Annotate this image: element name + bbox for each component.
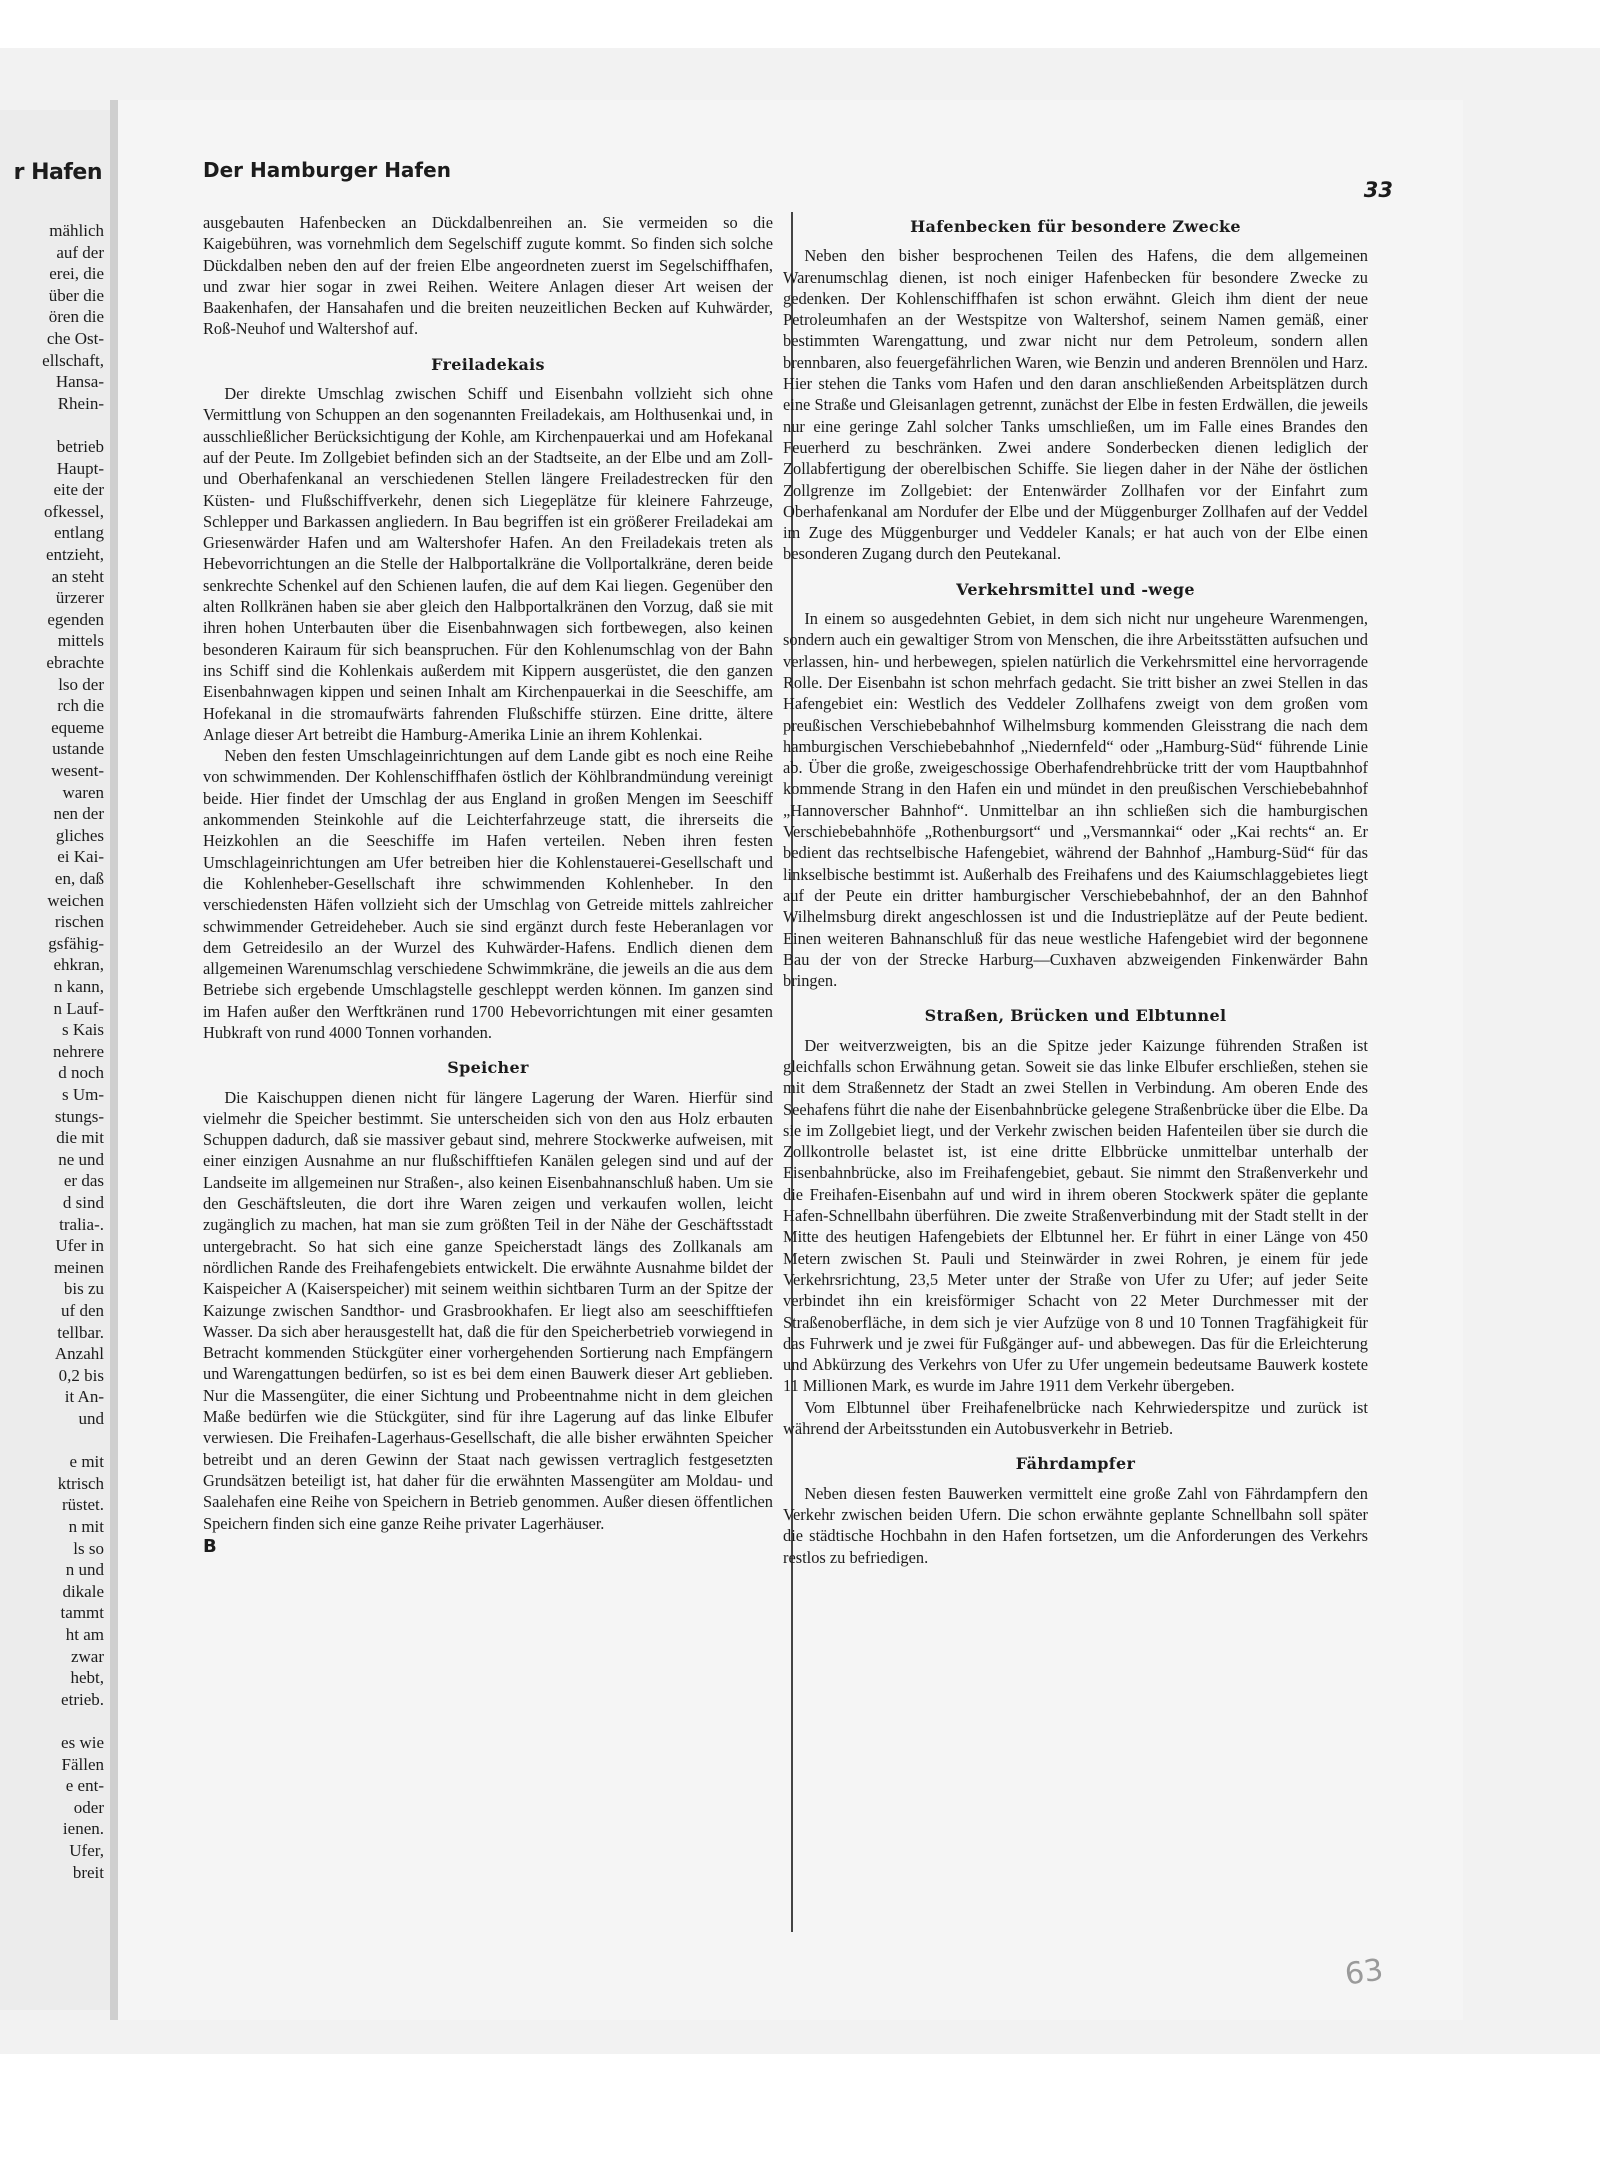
adjacent-line: Rhein- (57, 393, 104, 413)
paragraph: Neben den bisher besprochenen Teilen des Hafens, die dem allgemeinen Warenumschlag dienen, ist noch einiger Hafenbecken für besondere Zwecke zu gedenken. Der Kohlenschiffhafen ist schon erwähnt. Gleich ihm dient der neue Petroleumhafen an der Westspitze von Waltershof, seinem Namen gemäß, einer bestimmten Warengattung, und zwar nicht nur dem Petroleum, sondern allen brennbaren, also feuergefährlichen Waren, wie Benzin und anderen Brennölen und Harz. Hier stehen die Tanks vom Hafen und den daran anschließenden Arbeitsplätzen durch eine Straße und Gleisanlagen getrennt, zunächst der Elbe in festen Erdwällen, die jeweils nur eine geringe Zahl solcher Tanks umschließen, um im Falle eines Brandes den Feuerherd zu beschränken. Zwei andere Sonderbecken dienen lediglich der Zollabfertigung der oberelbischen Schiffe. Sie liegen daher in der Nähe der östlichen Zollgrenze im Zollgebiet: der Entenwärder Zollhafen vor der Einfahrt zum Oberhafenkanal am Nordufer der Elbe und der Müggenburger Zollhafen auf der Veddel im Zuge des Müggenburger und Veddeler Kanals; er hat auch von der Elbe einen besonderen Zugang durch den Peutekanal. (783, 246, 1368, 564)
adjacent-line: mählich (49, 221, 104, 240)
adjacent-line: an steht (51, 566, 104, 586)
adjacent-line: ienen. (62, 1819, 104, 1839)
paragraph: Neben diesen festen Bauwerken vermittelt eine große Zahl von Fährdampfern den Verkehr zwischen beiden Ufern. Die schon erwähnte geplante Schnellbahn soll später die städtische Hochbahn in den Hafen fortsetzen, um die Anforderungen des Verkehrs restlos zu befriedigen. (783, 1483, 1368, 1567)
adjacent-line: stungs- (54, 1106, 104, 1126)
signature-mark: B (203, 1535, 217, 1557)
adjacent-line: rischen (54, 912, 104, 932)
document-page (118, 100, 1463, 2020)
adjacent-line: er das (63, 1171, 104, 1191)
adjacent-line: n Lauf- (53, 998, 104, 1018)
adjacent-line: mittels (57, 631, 104, 651)
adjacent-line: uf den (61, 1301, 104, 1320)
paragraph: Der direkte Umschlag zwischen Schiff und Eisenbahn vollzieht sich ohne Vermittlung von Schuppen an den sogenannten Freiladekais, am Holthusenkai und, in ausschließlicher Berücksichtigung der Kohle, am Kirchenpauerkai und am Hofekanal auf der Peute. Im Zollgebiet befinden sich an der Stadtseite, an der Elbe und am Zoll- und Oberhafenkanal an verschiedenen Stellen längere Freiladestrecken für den Küsten- und Flußschiffverkehr, denen sich Liegeplätze für kleinere Fahrzeuge, Schlepper und Barkassen angliedern. In Bau begriffen ist ein größerer Freiladekai am Griesenwärder Hafen und am Waltershofer Hafen. An den Freiladekais treten als Hebevorrichtungen an die Stelle der Halbportalkräne die Vollportalkräne, deren beide senkrechte Schenkel auf den Schienen laufen, die auf dem Kai liegen. Gegenüber den alten Rollkränen haben sie aber gleich den Halbportalkränen den Vorzug, daß sie mit ihren hohen Unterbauten über die Eisenbahnwagen sich fortbewegen, also keinen besonderen Kairaum für sich beanspruchen. Für den Kohlenumschlag von der Bahn ins Schiff sind die Kohlenkais außerdem mit Kippern ausgerüstet, die den ganzen Eisenbahnwagen kippen und seinen Inhalt am Kirchenpauerkai in die Seeschiffe, am Hofekanal in die stromaufwärts fahrenden Flußschiffe stürzen. Eine dritte, ältere Anlage dieser Art betreibt die Hamburg-Amerika Linie an ihrem Kohlenkai. (203, 384, 773, 744)
adjacent-line: ören die (48, 307, 104, 327)
adjacent-line: rch die (57, 696, 104, 716)
adjacent-line: wesent- (51, 761, 104, 780)
adjacent-line: ehkran, (53, 955, 104, 975)
adjacent-line: ht am (65, 1625, 104, 1644)
adjacent-line: eite der (53, 480, 104, 500)
adjacent-line: Ufer, (69, 1841, 104, 1860)
adjacent-line: waren (62, 782, 104, 802)
adjacent-line: 0,2 bis (58, 1365, 104, 1385)
adjacent-line: lso der (58, 674, 104, 694)
adjacent-line: s Kais (61, 1020, 104, 1040)
paragraph: In einem so ausgedehnten Gebiet, in dem sich nicht nur ungeheure Warenmengen, sondern auch ein gewaltiger Strom von Menschen, die ihre Arbeitsstätten aufsuchen und verlassen, hin- und herbewegen, spielen natürlich die Verkehrsmittel eine hervorragende Rolle. Der Eisenbahn ist schon mehrfach gedacht. Sie tritt bisher an zwei Stellen in das Hafengebiet ein: Westlich des Veddeler Zollhafens zweigt von dem großen vom preußischen Verschiebebahnhof Wilhelmsburg kommenden Gleisstrang die nach dem hamburgischen Verschiebebahnhof „Niedernfeld“ oder „Hamburg-Süd“ führende Linie ab. Über die große, zweigeschossige Oberhafendrehbrücke tritt der vom Hauptbahnhof kommende Strang in den Hafen ein und mündet in den preußischen Verschiebebahnhof „Hannoverscher Bahnhof“. Unmittelbar an ihn schließen sich die hamburgischen Verschiebebahnhöfe „Rothenburgsort“ und „Versmannkai“ oder „Kai rechts“ an. Er bedient das rechtselbische Hafengebiet, während der Bahnhof „Hamburg-Süd“ für das linkselbische bestimmt ist. Außerhalb des Freihafens und des Kaiumschlaggebietes liegt auf der Peute ein dritter hamburgischer Verschiebebahnhof, der an den Bahnhof Wilhelmsburg direkt angeschlossen ist und die Industrieplätze auf der Peute bedient. Einen weiteren Bahnanschluß für das neue westliche Hafengebiet wird der begonnene Bau der von der Strecke Harburg—Cuxhaven abzweigenden Finkenwärder Bahn bringen. (783, 609, 1368, 991)
adjacent-line: n mit (68, 1517, 104, 1536)
adjacent-line: d noch (58, 1063, 104, 1083)
adjacent-line: über die (48, 285, 104, 305)
adjacent-line: gliches (55, 825, 104, 845)
paragraph: Der weitverzweigten, bis an die Spitze jeder Kaizunge führenden Straßen ist gleichfalls schon Erwähnung getan. Soweit sie das linke Elbufer erschließen, stehen sie mit dem Straßennetz der Stadt an zwei Stellen in Verbindung. Am oberen Ende des Seehafens führt die nahe der Eisenbahnbrücke gelegene Straßenbrücke über die Elbe. Da sie im Zollgebiet liegt, und der Verkehr zwischen beiden Hafenteilen über sie durch die Zollkontrolle belastet ist, ist eine dritte Elbbrücke unmittelbar unterhalb der Eisenbahnbrücke, also im Freihafengebiet, gebaut. Sie nimmt den Straßenverkehr und die Freihafen-Eisenbahn auf und wird in ihrem oberen Stockwerk später die geplante Hafen-Schnellbahn überführen. Die zweite Straßenverbindung mit der Stadt stellt in der Mitte des heutigen Hafengebiets der Elbtunnel her. Er führt in einer Länge von 450 Metern zwischen St. Pauli und Steinwärder in zwei Rohren, je einem für jede Verkehrsrichtung, 23,5 Meter unter der Straße von Ufer zu Ufer; auf jeder Seite verbindet ihn ein kreisförmiger Schacht von 22 Meter Durchmesser mit der Straßenoberfläche, in dem sich je vier Aufzüge von 8 und 10 Tonnen Tragfähigkeit für das Fuhrwerk und je zwei für Fußgänger auf- und abbewegen. Das für die Erleichterung und Abkürzung des Verkehrs von Ufer zu Ufer ungemein bedeutsame Bauwerk kostete 11 Millionen Mark, es wurde im Jahre 1911 dem Verkehr übergeben. (783, 1035, 1368, 1396)
adjacent-line: ürzerer (55, 588, 104, 608)
adjacent-page-title: r Hafen (13, 160, 102, 185)
adjacent-line: egenden (47, 609, 104, 629)
adjacent-line: ustande (52, 739, 104, 759)
adjacent-line: n und (65, 1560, 104, 1580)
adjacent-line: en, daß (54, 869, 104, 888)
adjacent-line: tralia-. (59, 1214, 104, 1234)
adjacent-line: Ufer in (55, 1236, 104, 1256)
adjacent-line: betrieb (56, 437, 104, 456)
adjacent-line: dikale (62, 1581, 104, 1601)
adjacent-line: erei, die (49, 264, 104, 284)
section-heading-speicher: Speicher (447, 1058, 529, 1078)
adjacent-line: ei Kai- (57, 847, 104, 867)
adjacent-line: rüstet. (61, 1495, 104, 1515)
section-heading-faehrdampfer: Fährdampfer (1015, 1454, 1136, 1474)
paragraph: Vom Elbtunnel über Freihafenelbrücke nach Kehrwiederspitze und zurück ist während der Arbeitsstunden ein Autobusverkehr in Betrieb. (783, 1397, 1368, 1439)
adjacent-line: etrieb. (61, 1689, 104, 1709)
adjacent-line: che Ost- (46, 329, 104, 348)
adjacent-line: Hansa- (55, 372, 104, 392)
adjacent-line: oder (73, 1797, 104, 1817)
adjacent-line: breit (72, 1862, 104, 1882)
adjacent-line: ofkessel, (44, 501, 104, 521)
adjacent-line: tammt (60, 1603, 104, 1623)
adjacent-line: auf der (56, 242, 104, 262)
page-number: 33 (1363, 178, 1393, 202)
paragraph: Die Kaischuppen dienen nicht für längere Lagerung der Waren. Hierfür sind vielmehr die Speicher bestimmt. Sie unterscheiden sich von den aus Holz erbauten Schuppen dadurch, daß sie massiver gebaut sind, mehrere Stockwerke aufweisen, mit einer einzigen Ausnahme an nur flußschifftiefen Kanälen gelegen sind und auf der Landseite im allgemeinen nur Straßen-, also keinen Eisenbahnanschluß haben. Um sie den Geschäftsleuten, die dort ihre Waren zeigen und verkaufen wollen, leicht zugänglich zu machen, hat man sie zum größten Teil in der Nähe der Geschäftsstadt untergebracht. So hat sich eine ganze Speicherstadt längs des Zollkanals am nördlichen Rande des Freihafengebiets entwickelt. Die erwähnte Ausnahme bildet der Kaispeicher A (Kaiserspeicher) mit seinem weithin sichtbaren Turm an der Spitze der Kaizunge zwischen Sandthor- und Grasbrookhafen. Er liegt also am seeschifftiefen Wasser. Da sich aber herausgestellt hat, daß die für den Speicherbetrieb vorwiegend in Betracht kommenden Stückgüter einer vorhergehenden Sortierung nach Empfängern und Warengattungen bedürfen, so ist es bei dem einen Bauwerk dieser Art geblieben. Nur die Massengüter, die einer Sichtung und Probeentnahme nicht in dem gleichen Maße bedürfen wie die Stückgüter, sind für ihre Lagerung auf das linke Elbufer verwiesen. Die Freihafen-Lagerhaus-Gesellschaft, die alle bisher erwähnten Speicher betreibt und an deren Gewinn der Staat nach gewissen vertraglich festgesetzten Grundsätzen beteiligt ist, hat daher für die erwähnten Massengüter am Moldau- und Saalehafen eine Reihe von Speichern in Betrieb genommen. Außer diesen öffentlichen Speichern finden sich eine ganze Reihe privater Lagerhäuser. (203, 1087, 773, 1533)
adjacent-line: nehrere (53, 1041, 104, 1061)
adjacent-line: weichen (47, 890, 104, 910)
adjacent-line: entzieht, (45, 545, 104, 564)
section-heading-hafenbecken: Hafenbecken für besondere Zwecke (910, 217, 1241, 236)
adjacent-line: equeme (51, 717, 104, 737)
adjacent-line: ellschaft, (42, 350, 104, 370)
adjacent-line: ebrachte (46, 653, 104, 672)
section-heading-strassen: Straßen, Brücken und Elbtunnel (924, 1006, 1227, 1026)
paragraph: Neben den festen Umschlageinrichtungen auf dem Lande gibt es noch eine Reihe von schwimmenden. Der Kohlenschiffhafen östlich der Köhlbrandmündung vereinigt beide. Hier findet der Umschlag der aus England in großen Mengen im Seeschiff ankommenden Steinkohle auf die Leichterfahrzeuge statt, die ihrerseits die Heizkohlen an die Seeschiffe im Hafen verteilen. Neben ihren festen Umschlageinrichtungen am Ufer betreiben hier die Kohlenstauerei-Gesellschaft und die Kohlenheber-Gesellschaft ihre schwimmenden Kohlenheber. In den verschiedensten Häfen vollzieht sich der Umschlag von Getreide mittels zahlreicher schwimmender Getreideheber. Auch sie sind ergänzt durch feste Heberanlagen vor dem Getreidesilo an der Wurzel des Kuhwärder-Hafens. Endlich dienen dem allgemeinen Warenumschlag verschiedene Schwimmkräne, die jeweils an die aus dem Betriebe sich ergebende Umschlagstelle geschleppt werden können. Im ganzen sind im Hafen außer den Werftkränen rund 1700 Hebevorrichtungen mit einer gesamten Hubkraft von rund 4000 Tonnen vorhanden. (203, 746, 773, 1042)
adjacent-line: Haupt- (56, 458, 104, 478)
handwritten-note: 63 (1342, 1952, 1386, 1993)
adjacent-line: und (78, 1409, 104, 1428)
adjacent-line: meinen (53, 1257, 104, 1277)
adjacent-line: e ent- (65, 1776, 104, 1796)
adjacent-line: s Um- (61, 1085, 104, 1104)
adjacent-line: Anzahl (54, 1344, 104, 1364)
adjacent-line: bis zu (63, 1279, 104, 1299)
section-heading-freiladekais: Freiladekais (431, 354, 545, 374)
adjacent-line: es wie (61, 1733, 104, 1752)
right-column (783, 216, 1368, 1568)
adjacent-line: d sind (62, 1193, 104, 1212)
continued-paragraph: ausgebauten Hafenbecken an Dückdalbenreihen an. Sie vermeiden so die Kaigebühren, was vornehmlich dem Segelschiff zugute kommt. So finden sich solche Dückdalben neben den auf der freien Elbe angeordneten zuerst im Segelschiffhafen, und zwar hier sogar in zwei Reihen. Weitere Anlagen dieser Art weisen der Baakenhafen, der Hansahafen und die breiten neuzeitlichen Becken auf Kuhwärder, Roß-Neuhof und Waltershof auf. (203, 213, 773, 339)
adjacent-line: die mit (56, 1128, 104, 1148)
adjacent-line: e mit (69, 1452, 104, 1472)
adjacent-line: ktrisch (57, 1473, 104, 1493)
adjacent-line: gsfähig- (48, 933, 104, 953)
adjacent-line: hebt, (70, 1668, 104, 1688)
adjacent-line: zwar (70, 1646, 104, 1666)
adjacent-line: Fällen (61, 1754, 104, 1774)
section-heading-verkehrsmittel: Verkehrsmittel und -wege (956, 579, 1195, 599)
adjacent-line: nen der (53, 804, 104, 824)
left-column (203, 212, 773, 1557)
adjacent-line: n kann, (53, 977, 104, 996)
adjacent-line: ls so (73, 1538, 104, 1558)
adjacent-line: ne und (58, 1149, 104, 1169)
adjacent-line: entlang (53, 523, 104, 543)
running-title: Der Hamburger Hafen (203, 158, 451, 182)
adjacent-page-strip (0, 110, 113, 2010)
adjacent-line: tellbar. (57, 1322, 104, 1342)
adjacent-line: it An- (64, 1387, 104, 1407)
page-header (203, 158, 1393, 202)
